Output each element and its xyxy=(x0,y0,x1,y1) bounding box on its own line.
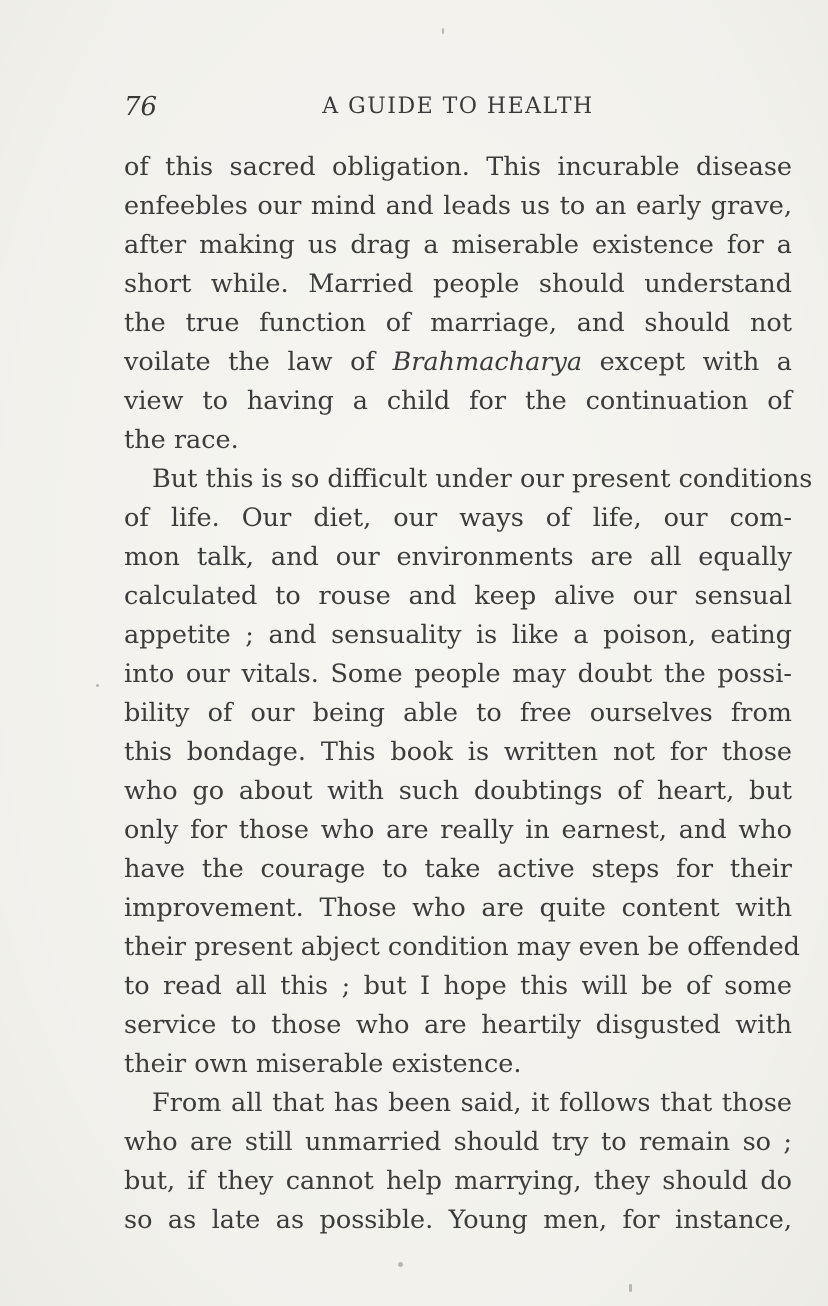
text-line: who go about with such doubtings of heart, but xyxy=(124,776,792,806)
text-line: to read all this ; but I hope this will be of some xyxy=(124,971,792,1001)
text-line: of this sacred obligation. This incurable disease xyxy=(124,152,792,182)
text-line: their own miserable existence. xyxy=(124,1049,522,1079)
text-line: this bondage. This book is written not for those xyxy=(124,737,792,767)
text-line: But this is so difficult under our present conditions xyxy=(152,464,813,494)
text-line: have the courage to take active steps for their xyxy=(124,854,792,884)
text-line: appetite ; and sensuality is like a poison, eating xyxy=(124,620,792,650)
text-line: short while. Married people should understand xyxy=(124,269,792,299)
text-line: mon talk, and our environments are all equally xyxy=(124,542,792,572)
text-line: service to those who are heartily disgusted with xyxy=(124,1010,792,1040)
text-line: calculated to rouse and keep alive our sensual xyxy=(124,581,792,611)
text-line: bility of our being able to free ourselves from xyxy=(124,698,792,728)
text-line: who are still unmarried should try to remain so ; xyxy=(124,1127,792,1157)
text-line: improvement. Those who are quite content with xyxy=(124,893,792,923)
text-segment: except with a xyxy=(582,347,792,377)
text-line: From all that has been said, it follows that those xyxy=(152,1088,792,1118)
scan-speck xyxy=(629,1284,632,1292)
text-segment: voilate the law of xyxy=(124,347,393,377)
text-line: so as late as possible. Young men, for instance, xyxy=(124,1205,792,1235)
paragraph-3 xyxy=(124,1084,792,1240)
running-title: A GUIDE TO HEALTH xyxy=(322,94,594,119)
page-header xyxy=(124,92,792,126)
text-line: after making us drag a miserable existence for a xyxy=(124,230,792,260)
page-number: 76 xyxy=(124,92,158,122)
scan-speck xyxy=(398,1262,403,1267)
text-line: the true function of marriage, and should not xyxy=(124,308,792,338)
text-line: only for those who are really in earnest, and who xyxy=(124,815,792,845)
text-line: enfeebles our mind and leads us to an early grave, xyxy=(124,191,792,221)
text-line: of life. Our diet, our ways of life, our com- xyxy=(124,503,792,533)
paragraph-2 xyxy=(124,460,813,1084)
body-text xyxy=(124,148,813,1240)
scan-speck xyxy=(96,684,99,687)
scan-speck xyxy=(442,28,444,34)
text-line: view to having a child for the continuation of xyxy=(124,386,792,416)
paragraph-1 xyxy=(124,148,792,460)
text-line xyxy=(124,343,792,382)
text-line: but, if they cannot help marrying, they should do xyxy=(124,1166,792,1196)
text-line: their present abject condition may even be offended xyxy=(124,932,800,962)
text-line: into our vitals. Some people may doubt the possi- xyxy=(124,659,792,689)
text-line: the race. xyxy=(124,425,239,455)
italic-term: Brahmacharya xyxy=(392,347,583,377)
